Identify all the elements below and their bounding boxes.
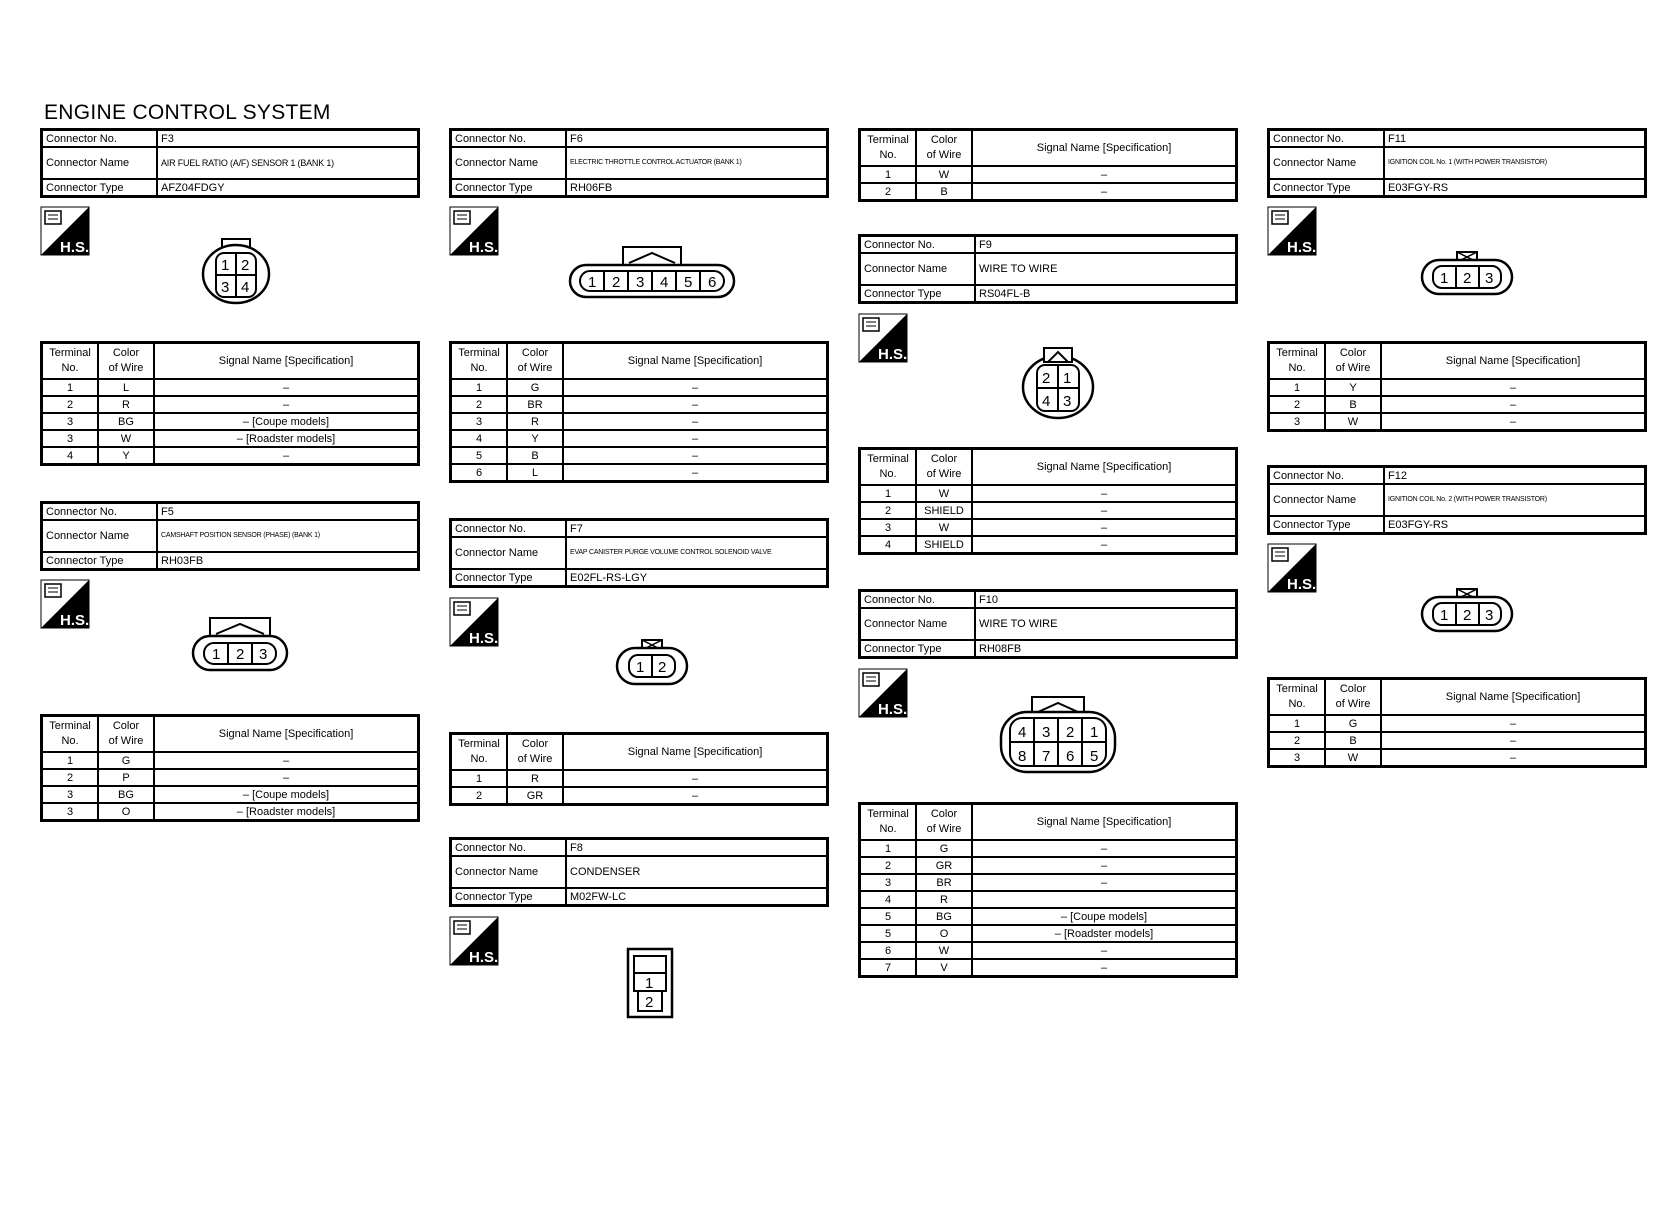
signal-header: Signal Name [Specification] [972, 804, 1237, 841]
label-connector-name: Connector Name [42, 520, 158, 552]
svg-text:H.S.: H.S. [60, 239, 90, 256]
terminal-no-header: Terminal No. [451, 734, 508, 771]
pin-label: 2 [236, 646, 245, 663]
pin-label: 6 [1066, 748, 1075, 765]
connector-diagram-f8 [625, 946, 675, 1020]
pin-label: 3 [221, 279, 230, 296]
pin-label: 7 [1042, 748, 1051, 765]
table-row: 2 GR – [451, 787, 828, 805]
pin-label: 4 [1018, 724, 1027, 741]
table-row: 3 W – [860, 519, 1237, 536]
table-row: 4 Y – [451, 430, 828, 447]
label-connector-type: Connector Type [451, 888, 567, 906]
table-row: 6 W – [860, 942, 1237, 959]
label-connector-type: Connector Type [1269, 516, 1385, 534]
label-connector-name: Connector Name [42, 147, 158, 179]
table-row: 5 B – [451, 447, 828, 464]
connector-diagram-f10 [998, 694, 1118, 776]
table-row: 2 BR – [451, 396, 828, 413]
harness-side-icon [40, 579, 90, 629]
connector-info-f9 [858, 234, 1238, 304]
pin-label: 2 [241, 257, 250, 274]
connector-diagram-f3 [200, 236, 272, 308]
pin-label: 6 [708, 274, 717, 291]
label-connector-no: Connector No. [451, 839, 567, 857]
terminal-no-header: Terminal No. [860, 130, 917, 167]
pin-label: 4 [660, 274, 669, 291]
table-row: 1 Y – [1269, 379, 1646, 396]
harness-side-icon [449, 206, 499, 256]
color-header: Color of Wire [1325, 679, 1381, 716]
label-connector-type: Connector Type [860, 285, 976, 303]
table-row: 2 P – [42, 769, 419, 786]
table-row: 5 BG – [Coupe models] [860, 908, 1237, 925]
terminal-table-f7 [449, 732, 829, 806]
svg-text:H.S.: H.S. [469, 630, 499, 647]
pin-label: 1 [1440, 607, 1449, 624]
svg-text:H.S.: H.S. [469, 239, 499, 256]
table-row: 3 BG – [Coupe models] [42, 413, 419, 430]
pin-label: 1 [1063, 370, 1072, 387]
connector-type-value: RS04FL-B [975, 285, 1237, 303]
harness-side-icon [40, 206, 90, 256]
harness-side-icon [1267, 206, 1317, 256]
color-header: Color of Wire [916, 449, 972, 486]
signal-header: Signal Name [Specification] [154, 716, 419, 753]
connector-type-value: E02FL-RS-LGY [566, 569, 828, 587]
label-connector-no: Connector No. [42, 503, 158, 521]
terminal-no-header: Terminal No. [860, 804, 917, 841]
terminal-no-header: Terminal No. [451, 343, 508, 380]
table-row: 4 Y – [42, 447, 419, 465]
pin-label: 3 [1042, 724, 1051, 741]
table-row: 5 O – [Roadster models] [860, 925, 1237, 942]
color-header: Color of Wire [916, 804, 972, 841]
signal-header: Signal Name [Specification] [972, 449, 1237, 486]
connector-name-value: AIR FUEL RATIO (A/F) SENSOR 1 (BANK 1) [157, 147, 419, 179]
pin-label: 3 [259, 646, 268, 663]
label-connector-name: Connector Name [860, 608, 976, 640]
label-connector-name: Connector Name [1269, 147, 1385, 179]
connector-name-value: IGNITION COIL No. 1 (WITH POWER TRANSISTOR) [1384, 147, 1646, 179]
label-connector-name: Connector Name [860, 253, 976, 285]
pin-label: 2 [658, 659, 667, 676]
label-connector-no: Connector No. [1269, 130, 1385, 148]
harness-side-icon [449, 916, 499, 966]
pin-label: 2 [1066, 724, 1075, 741]
harness-side-icon [449, 597, 499, 647]
connector-name-value: ELECTRIC THROTTLE CONTROL ACTUATOR (BANK 1) [566, 147, 828, 179]
color-header: Color of Wire [507, 734, 563, 771]
label-connector-type: Connector Type [451, 569, 567, 587]
pin-label: 5 [684, 274, 693, 291]
connector-name-value: EVAP CANISTER PURGE VOLUME CONTROL SOLENOID VALVE [566, 537, 828, 569]
table-row: 1 G – [860, 840, 1237, 857]
svg-text:H.S.: H.S. [469, 949, 499, 966]
connector-no-value: F10 [975, 591, 1237, 609]
table-row: 4 R [860, 891, 1237, 908]
label-connector-type: Connector Type [42, 552, 158, 570]
connector-name-value: CONDENSER [566, 856, 828, 888]
label-connector-type: Connector Type [860, 640, 976, 658]
label-connector-no: Connector No. [451, 130, 567, 148]
harness-side-icon [1267, 543, 1317, 593]
table-row: 2 B – [860, 183, 1237, 201]
color-header: Color of Wire [98, 716, 154, 753]
label-connector-name: Connector Name [451, 147, 567, 179]
label-connector-name: Connector Name [451, 856, 567, 888]
color-header: Color of Wire [1325, 343, 1381, 380]
pin-label: 1 [645, 975, 654, 992]
table-row: 3 BR – [860, 874, 1237, 891]
signal-header: Signal Name [Specification] [563, 734, 828, 771]
page-title: ENGINE CONTROL SYSTEM [44, 101, 331, 124]
label-connector-name: Connector Name [451, 537, 567, 569]
table-row: 1 W – [860, 166, 1237, 183]
label-connector-type: Connector Type [1269, 179, 1385, 197]
terminal-no-header: Terminal No. [860, 449, 917, 486]
svg-text:H.S.: H.S. [1287, 576, 1317, 593]
table-row: 6 L – [451, 464, 828, 482]
pin-label: 3 [636, 274, 645, 291]
connector-no-value: F6 [566, 130, 828, 148]
harness-side-icon [858, 668, 908, 718]
connector-info-f8 [449, 837, 829, 907]
pin-label: 2 [1463, 607, 1472, 624]
connector-no-value: F8 [566, 839, 828, 857]
connector-type-value: E03FGY-RS [1384, 516, 1646, 534]
table-row: 2 SHIELD – [860, 502, 1237, 519]
connector-type-value: RH06FB [566, 179, 828, 197]
connector-no-value: F12 [1384, 467, 1646, 485]
table-row: 3 R – [451, 413, 828, 430]
connector-no-value: F5 [157, 503, 419, 521]
connector-diagram-f5 [190, 614, 290, 676]
connector-info-f6 [449, 128, 829, 198]
connector-no-value: F11 [1384, 130, 1646, 148]
connector-info-f7 [449, 518, 829, 588]
table-row: 1 G – [451, 379, 828, 396]
harness-side-icon [858, 313, 908, 363]
pin-label: 2 [612, 274, 621, 291]
connector-diagram-f7 [614, 638, 690, 688]
connector-info-f10 [858, 589, 1238, 659]
pin-label: 1 [1090, 724, 1099, 741]
label-connector-no: Connector No. [451, 520, 567, 538]
connector-type-value: RH03FB [157, 552, 419, 570]
pin-label: 4 [241, 279, 250, 296]
terminal-table-f8 [858, 128, 1238, 202]
connector-no-value: F7 [566, 520, 828, 538]
svg-text:H.S.: H.S. [60, 612, 90, 629]
connector-diagram-f12 [1419, 587, 1515, 635]
signal-header: Signal Name [Specification] [972, 130, 1237, 167]
pin-label: 4 [1042, 393, 1051, 410]
table-row: 3 W – [Roadster models] [42, 430, 419, 447]
connector-type-value: RH08FB [975, 640, 1237, 658]
color-header: Color of Wire [916, 130, 972, 167]
label-connector-type: Connector Type [451, 179, 567, 197]
connector-no-value: F3 [157, 130, 419, 148]
table-row: 3 W – [1269, 413, 1646, 431]
table-row: 2 R – [42, 396, 419, 413]
pin-label: 8 [1018, 748, 1027, 765]
table-row: 2 B – [1269, 732, 1646, 749]
label-connector-no: Connector No. [42, 130, 158, 148]
color-header: Color of Wire [98, 343, 154, 380]
pin-label: 1 [588, 274, 597, 291]
terminal-no-header: Terminal No. [1269, 679, 1326, 716]
signal-header: Signal Name [Specification] [154, 343, 419, 380]
terminal-table-f3 [40, 341, 420, 466]
svg-text:H.S.: H.S. [878, 346, 908, 363]
terminal-no-header: Terminal No. [42, 716, 99, 753]
signal-header: Signal Name [Specification] [1381, 679, 1646, 716]
pin-label: 3 [1063, 393, 1072, 410]
svg-text:H.S.: H.S. [878, 701, 908, 718]
terminal-table-f9 [858, 447, 1238, 555]
connector-name-value: WIRE TO WIRE [975, 608, 1237, 640]
connector-name-value: IGNITION COIL No. 2 (WITH POWER TRANSISTOR) [1384, 484, 1646, 516]
terminal-no-header: Terminal No. [1269, 343, 1326, 380]
table-row: 4 SHIELD – [860, 536, 1237, 554]
connector-no-value: F9 [975, 236, 1237, 254]
connector-name-value: CAMSHAFT POSITION SENSOR (PHASE) (BANK 1) [157, 520, 419, 552]
terminal-table-f11 [1267, 341, 1647, 432]
color-header: Color of Wire [507, 343, 563, 380]
pin-label: 5 [1090, 748, 1099, 765]
connector-type-value: E03FGY-RS [1384, 179, 1646, 197]
label-connector-type: Connector Type [42, 179, 158, 197]
pin-label: 2 [1463, 270, 1472, 287]
pin-label: 2 [645, 994, 654, 1011]
terminal-table-f6 [449, 341, 829, 483]
table-row: 1 G – [1269, 715, 1646, 732]
connector-diagram-f6 [567, 243, 737, 303]
terminal-table-f12 [1267, 677, 1647, 768]
label-connector-no: Connector No. [860, 591, 976, 609]
terminal-no-header: Terminal No. [42, 343, 99, 380]
label-connector-name: Connector Name [1269, 484, 1385, 516]
connector-info-f12 [1267, 465, 1647, 535]
pin-label: 2 [1042, 370, 1051, 387]
pin-label: 1 [221, 257, 230, 274]
connector-info-f3 [40, 128, 420, 198]
table-row: 2 GR – [860, 857, 1237, 874]
connector-type-value: M02FW-LC [566, 888, 828, 906]
signal-header: Signal Name [Specification] [563, 343, 828, 380]
connector-type-value: AFZ04FDGY [157, 179, 419, 197]
connector-name-value: WIRE TO WIRE [975, 253, 1237, 285]
connector-info-f11 [1267, 128, 1647, 198]
label-connector-no: Connector No. [860, 236, 976, 254]
label-connector-no: Connector No. [1269, 467, 1385, 485]
table-row: 7 V – [860, 959, 1237, 977]
table-row: 2 B – [1269, 396, 1646, 413]
pin-label: 3 [1485, 270, 1494, 287]
pin-label: 3 [1485, 607, 1494, 624]
terminal-table-f5 [40, 714, 420, 822]
table-row: 3 W – [1269, 749, 1646, 767]
table-row: 3 BG – [Coupe models] [42, 786, 419, 803]
table-row: 3 O – [Roadster models] [42, 803, 419, 821]
pin-label: 1 [636, 659, 645, 676]
svg-text:H.S.: H.S. [1287, 239, 1317, 256]
terminal-table-f10 [858, 802, 1238, 978]
pin-label: 1 [212, 646, 221, 663]
connector-info-f5 [40, 501, 420, 571]
table-row: 1 R – [451, 770, 828, 787]
connector-diagram-f9 [1020, 345, 1096, 421]
table-row: 1 L – [42, 379, 419, 396]
table-row: 1 G – [42, 752, 419, 769]
connector-diagram-f11 [1419, 250, 1515, 298]
pin-label: 1 [1440, 270, 1449, 287]
signal-header: Signal Name [Specification] [1381, 343, 1646, 380]
table-row: 1 W – [860, 485, 1237, 502]
